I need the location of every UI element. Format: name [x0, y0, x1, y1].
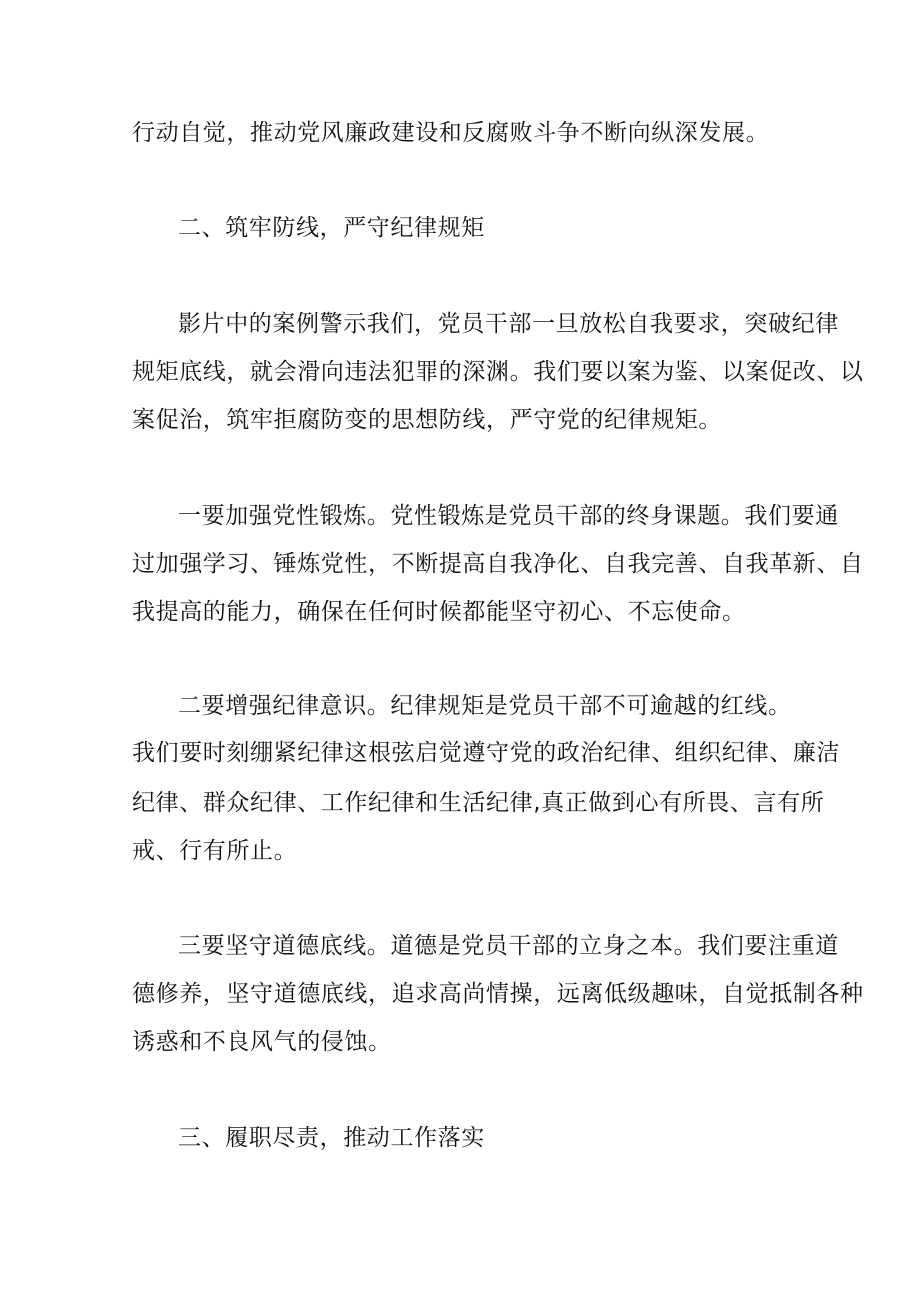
- paragraph-intro-line-1: 影片中的案例警示我们，党员干部一旦放松自我要求，突破纪律: [178, 311, 839, 337]
- paragraph-three-line-2: 德修养，坚守道德底线，追求高尚情操，远离低级趣味，自觉抵制各种: [132, 981, 864, 1007]
- section-heading-2: 二、筑牢防线，严守纪律规矩: [178, 215, 485, 241]
- paragraph-one-line-3: 我提高的能力，确保在任何时候都能坚守初心、不忘使命。: [132, 599, 746, 625]
- paragraph-two-line-2: 我们要时刻绷紧纪律这根弦启觉遵守党的政治纪律、组织纪律、廉洁: [132, 740, 840, 766]
- paragraph-intro-line-2: 规矩底线，就会滑向违法犯罪的深渊。我们要以案为鉴、以案促改、以: [132, 359, 864, 385]
- paragraph-one-line-1: 一要加强党性锻炼。党性锻炼是党员干部的终身课题。我们要通: [178, 503, 839, 529]
- paragraph-one-line-2: 过加强学习、锤炼党性，不断提高自我净化、自我完善、自我革新、自: [132, 551, 864, 577]
- paragraph-three-line-1: 三要坚守道德底线。道德是党员干部的立身之本。我们要注重道: [178, 933, 839, 959]
- continuation-line: 行动自觉，推动党风廉政建设和反腐败斗争不断向纵深发展。: [132, 120, 770, 146]
- paragraph-two-line-1: 二要增强纪律意识。纪律规矩是党员干部不可逾越的红线。: [178, 693, 792, 719]
- section-heading-3: 三、履职尽责，推动工作落实: [178, 1125, 485, 1151]
- paragraph-intro-line-3: 案促治，筑牢拒腐防变的思想防线，严守党的纪律规矩。: [132, 407, 722, 433]
- paragraph-two-line-3: 纪律、群众纪律、工作纪律和生活纪律,真正做到心有所畏、言有所: [132, 790, 825, 816]
- paragraph-two-line-4: 戒、行有所止。: [132, 838, 298, 864]
- paragraph-three-line-3: 诱惑和不良风气的侵蚀。: [132, 1029, 392, 1055]
